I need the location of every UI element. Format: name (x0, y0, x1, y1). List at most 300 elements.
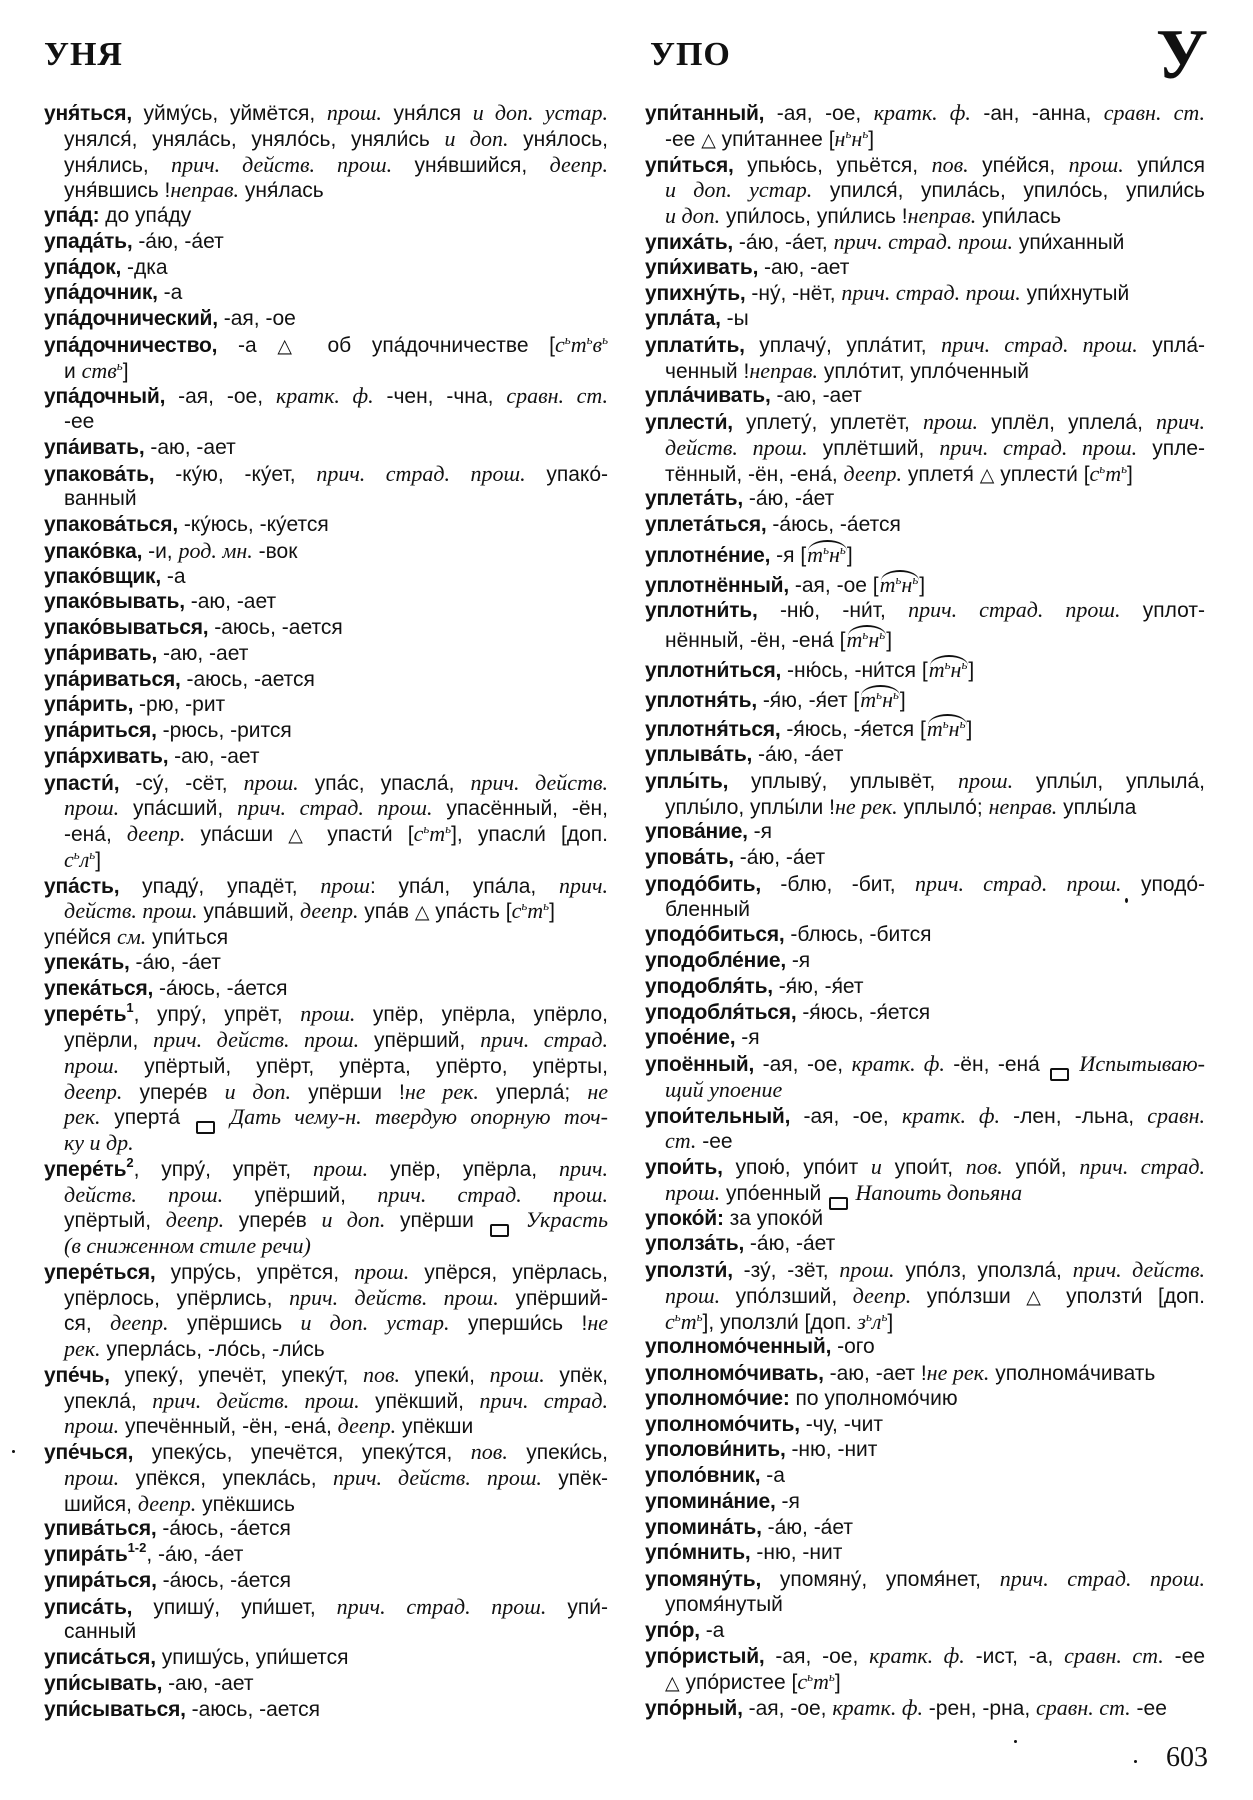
grammar-label: прош. (839, 1257, 895, 1282)
grammar-label: прич. действ. прош. (152, 1387, 360, 1413)
softness-mark: ь (423, 821, 430, 836)
entry-text: ] (549, 900, 555, 924)
entry-text: -аю, -ает (157, 641, 249, 665)
grammar-label: прич. страд. (1079, 1154, 1205, 1179)
entry-line (645, 742, 1205, 768)
entry-text: -аюсь, -ается (185, 1697, 321, 1721)
dictionary-entry (645, 1618, 1205, 1644)
entry-text: уплести́ [ (994, 462, 1090, 486)
entry-line (44, 873, 608, 899)
entry-text: упёр, упёрла, (368, 1157, 559, 1181)
entry-text: -ая, -ое, (764, 102, 874, 125)
dictionary-entry (44, 1697, 608, 1723)
grammar-label: прош. (326, 100, 382, 125)
entry-line (645, 229, 1205, 255)
grammar-label: прич. (559, 1155, 608, 1181)
headword: упека́ть, (44, 950, 130, 974)
dictionary-entry (44, 1001, 608, 1156)
entry-text: уня́лось, (508, 127, 609, 151)
entry-text: упёрлось, упёрлись, (64, 1286, 290, 1310)
entry-line (645, 255, 1205, 281)
headword: упо́рный, (645, 1696, 743, 1720)
transcription-letter: н (948, 716, 960, 742)
entry-continuation-line (44, 1491, 608, 1517)
entry-line (44, 1516, 608, 1542)
triangle-icon: △ (277, 334, 307, 357)
headword: уподобля́ть, (645, 974, 773, 998)
softness-mark: ь (862, 125, 869, 141)
page-number: 603 (1166, 1742, 1208, 1773)
entry-continuation-line (44, 1336, 608, 1362)
headword: упо́ристый, (645, 1645, 765, 1669)
entry-text: об упа́дочничестве [ (306, 333, 556, 357)
entry-text: -вок (252, 539, 298, 563)
entry-text: -аюсь, -ается (180, 667, 315, 691)
entry-continuation-line (44, 1130, 608, 1156)
softness-mark: ь (73, 846, 80, 862)
grammar-label: кратк. ф. (851, 1051, 945, 1076)
dictionary-entry (645, 1103, 1205, 1155)
headword: уплета́ться, (645, 513, 767, 536)
grammar-label: прич. страд. прош. (377, 1181, 608, 1207)
triangle-icon: △ (288, 824, 313, 846)
entry-line (645, 1334, 1205, 1360)
entry-text: уперла́сь, -ло́сь, -ли́сь (100, 1338, 325, 1361)
homonym-index: 1 (126, 1000, 134, 1016)
entry-text: -аю, -ает (770, 384, 862, 408)
grammar-label: рек. (64, 1336, 101, 1361)
softness-mark: ь (564, 331, 571, 347)
entry-text: шийся, (64, 1492, 138, 1516)
entry-text: упа́в (358, 900, 415, 924)
entry-line (645, 409, 1205, 435)
dictionary-entry (645, 1360, 1205, 1386)
softness-mark: ь (879, 627, 886, 642)
entry-text: -чен, -чна, (373, 385, 507, 409)
entry-line (645, 657, 1205, 683)
entry-text: ], уползли́ [доп. (702, 1310, 858, 1334)
entry-text: упа́вший, (197, 900, 301, 924)
transcription-letter: т (1105, 460, 1122, 486)
entry-line (645, 486, 1205, 512)
entry-text: -я́юсь, -я́ется [ (780, 718, 926, 742)
headword: упасти́, (44, 771, 120, 795)
entry-line (645, 922, 1205, 948)
entry-line (645, 1206, 1205, 1232)
headword: упира́ться, (44, 1568, 157, 1592)
entry-line (645, 1540, 1205, 1566)
entry-text: упёр, упёрла, упёрло, (355, 1003, 608, 1027)
grammar-label: неправ. (170, 177, 240, 203)
headword: упа́д: (44, 204, 100, 227)
entry-text: -ку́ю, -ку́ет, (154, 462, 317, 486)
entry-line (645, 332, 1205, 358)
entry-line (645, 572, 1205, 598)
entry-text: упёк- (541, 1466, 608, 1490)
entry-text: -я [ (770, 543, 807, 567)
entry-continuation-line (44, 795, 608, 821)
entry-line (44, 383, 608, 409)
entry-text: упле- (1137, 436, 1205, 460)
headword: уполза́ть, (645, 1232, 745, 1256)
entry-line (645, 597, 1205, 623)
dictionary-entry (44, 873, 608, 925)
dictionary-entry (645, 819, 1205, 845)
dictionary-entry (44, 203, 608, 229)
grammar-label: прич. страд. прош. (316, 460, 526, 486)
transcription-letter: з (857, 1308, 866, 1334)
entry-line (44, 538, 608, 564)
grammar-label: неправ. (907, 203, 977, 228)
headword: уня́ться, (44, 102, 132, 125)
entry-line (645, 948, 1205, 974)
dictionary-entry (44, 718, 608, 744)
entry-continuation-line (645, 897, 1205, 923)
entry-text: уплы́л, уплыла́, (1013, 769, 1205, 793)
transcription-arc (846, 627, 887, 654)
grammar-label: прич. действ. прош. (289, 1284, 499, 1310)
dictionary-entry (645, 768, 1205, 820)
dictionary-entry (44, 744, 608, 770)
dictionary-entry (645, 1206, 1205, 1232)
dictionary-entry (645, 1025, 1205, 1051)
entry-text: -рю, -рит (133, 693, 226, 717)
softness-mark: ь (881, 1308, 888, 1324)
entry-line (645, 512, 1205, 538)
entry-text: -ена́, (64, 823, 127, 846)
headword: упа́рить, (44, 693, 134, 717)
headword: уплотня́ться, (645, 718, 781, 742)
entry-text: санный (64, 1620, 137, 1644)
grammar-label: прич. (559, 872, 608, 898)
entry-text: упёрши (385, 1209, 489, 1233)
entry-line (645, 1412, 1205, 1438)
entry-line (645, 1618, 1205, 1644)
entry-continuation-line (44, 126, 608, 152)
entry-text: -ая, -ое, (165, 385, 276, 409)
entry-text: -я (735, 1026, 760, 1050)
headword: уписа́ть, (44, 1595, 133, 1619)
grammar-label: деепр. (110, 1310, 169, 1336)
entry-text: -а́юсь, -а́ется (156, 1568, 292, 1592)
dictionary-entry (44, 306, 608, 332)
entry-text: и (64, 359, 82, 383)
entry-line (44, 435, 608, 461)
entry-text: упи́лась (976, 205, 1062, 228)
entry-text: -ню́сь, -ни́тся [ (781, 658, 928, 682)
transcription-letter: т (926, 716, 943, 742)
entry-text: -ее (64, 410, 95, 433)
softness-mark: ь (521, 898, 528, 914)
entry-text: -а́ю, -а́ет (733, 846, 826, 869)
entry-text: упои́т, (881, 1156, 966, 1179)
grammar-label: не рек. (834, 793, 898, 819)
entry-text: -ая, -ое, (742, 1696, 833, 1720)
dictionary-entry (645, 1463, 1205, 1489)
dictionary-entry (645, 1566, 1205, 1618)
dictionary-entry (44, 1645, 608, 1671)
headword: уписа́ться, (44, 1646, 156, 1669)
transcription-letter: т (429, 821, 446, 846)
entry-text: -ого (831, 1335, 875, 1359)
grammar-label: прош. (312, 1155, 369, 1181)
headword: уполномо́чивать, (645, 1362, 824, 1385)
entry-line (645, 1695, 1205, 1721)
dictionary-entry (44, 461, 608, 513)
entry-text: : упа́л, упа́ла, (369, 874, 559, 898)
dictionary-entry (645, 1515, 1205, 1541)
grammar-label: прич. страд. прош. (939, 434, 1138, 460)
softness-mark: ь (543, 898, 550, 914)
entry-text: -ая, -ое, (764, 1645, 870, 1669)
grammar-label: прич. страд. прош. (833, 228, 1013, 254)
entry-text: -а́юсь, -а́ется (766, 513, 901, 536)
entry-continuation-line (44, 1053, 608, 1079)
headword: упа́дочничество, (44, 333, 218, 357)
headword: упере́ть (44, 1157, 127, 1181)
grammar-label: рек. (64, 1104, 101, 1130)
grammar-label: кратк. ф. (832, 1694, 923, 1720)
transcription-letter: т (680, 1308, 697, 1334)
entry-line (645, 280, 1205, 306)
grammar-label: прич. страд. прош. (237, 795, 433, 821)
scan-speck (1125, 898, 1128, 903)
entry-line (44, 255, 608, 281)
entry-line (44, 589, 608, 615)
entry-text: -рен, -рна, (922, 1696, 1037, 1720)
entry-text: -зу́, -зёт, (732, 1259, 840, 1282)
grammar-label: ст. (665, 1128, 697, 1154)
grammar-label: (в сниженном стиле речи) (64, 1233, 311, 1258)
softness-mark: ь (828, 1669, 835, 1684)
dictionary-entry (645, 657, 1205, 683)
entry-text: упёрший- (498, 1286, 608, 1310)
grammar-label: см. (117, 924, 147, 949)
dictionary-entry (44, 1671, 608, 1697)
headword: упека́ться, (44, 976, 154, 1000)
entry-continuation-line (645, 435, 1205, 461)
entry-continuation-line (645, 1128, 1205, 1154)
triangle-icon: △ (1026, 1285, 1051, 1308)
entry-line (44, 564, 608, 590)
exclamation-icon: ! (743, 359, 750, 383)
headword: упира́ть (44, 1543, 128, 1566)
entry-line (645, 1025, 1205, 1051)
headword: упако́вщик, (44, 564, 161, 588)
dictionary-entry (44, 1594, 608, 1646)
headword: упа́сть, (44, 874, 120, 898)
entry-text: унялся́, уняла́сь, уняло́сь, уняли́сь (64, 127, 445, 151)
grammar-label: ку и др. (64, 1130, 134, 1155)
entry-text: , упру́, упрёт, (133, 1003, 301, 1027)
entry-text: -ку́юсь, -ку́ется (177, 513, 329, 536)
entry-text: ] (122, 359, 129, 383)
transcription-letter: т (807, 541, 824, 567)
entry-continuation-line (645, 203, 1205, 229)
entry-continuation-line (44, 821, 608, 847)
grammar-label: род. мн. (178, 537, 253, 563)
entry-text: ся, (64, 1312, 111, 1336)
transcription-letter: л (871, 1308, 882, 1334)
entry-line (645, 152, 1205, 178)
transcription-letter: н (834, 125, 846, 151)
entry-line (645, 768, 1205, 794)
entry-text: упере́в (224, 1209, 322, 1233)
entry-text: уполнома́чивать (989, 1362, 1156, 1385)
entry-continuation-line (645, 177, 1205, 203)
entry-text: упёрший, (359, 1029, 481, 1052)
entry-text: за упоко́й (723, 1206, 824, 1230)
entry-text: уня́лась (239, 179, 324, 203)
entry-text: -а (760, 1464, 785, 1487)
section-letter: У (1155, 16, 1208, 94)
entry-line (44, 1568, 608, 1594)
exclamation-icon: ! (829, 795, 835, 819)
entry-text: -а́юсь, -а́ется (153, 976, 288, 1000)
softness-mark: ь (961, 656, 968, 672)
grammar-label: деепр. (165, 1207, 225, 1233)
grammar-label: деепр. (843, 460, 902, 486)
transcription-letter: т (860, 686, 877, 712)
triangle-icon: △ (665, 1672, 680, 1694)
entry-line (44, 924, 608, 950)
dictionary-entry (645, 1257, 1205, 1334)
softness-mark: ь (1099, 460, 1106, 476)
entry-text: ] (834, 1671, 841, 1694)
exclamation-icon: ! (164, 179, 171, 203)
transcription-letter: с (511, 898, 522, 924)
dictionary-entry (645, 1386, 1205, 1412)
dictionary-entry (44, 332, 608, 384)
entry-text: -а́ю, -а́ет (129, 950, 221, 974)
dictionary-entry (44, 589, 608, 615)
running-head-left: УНЯ (44, 36, 123, 73)
grammar-label: прош. (958, 767, 1014, 793)
entry-line (44, 229, 608, 255)
entry-continuation-line (44, 152, 608, 178)
entry-continuation-line (44, 1233, 608, 1259)
scan-speck (12, 1450, 15, 1453)
entry-line (645, 1154, 1205, 1180)
headword: упере́ться, (44, 1260, 156, 1284)
entry-text: упи́таннее [ (715, 127, 835, 151)
transcription-letter: ств (81, 357, 117, 383)
headword: уполови́нить, (645, 1438, 786, 1462)
dictionary-entry (44, 229, 608, 255)
headword: упи́сываться, (44, 1697, 186, 1721)
headword: упо́р, (645, 1618, 700, 1642)
grammar-label: действ. прош. (64, 898, 198, 924)
dictionary-entry (44, 538, 608, 564)
dictionary-entry (44, 383, 608, 435)
entry-text: упаду́, упадёт, (119, 874, 321, 898)
entry-line (645, 383, 1205, 409)
entry-line (44, 1594, 608, 1620)
grammar-label: сравн. ст. (1036, 1694, 1131, 1720)
headword: упомина́ть, (645, 1515, 762, 1539)
transcription-letter: с (64, 846, 74, 872)
entry-continuation-line (44, 847, 608, 873)
dictionary-entry (645, 255, 1205, 281)
headword: упои́тельный, (645, 1104, 791, 1128)
entry-text: -ее (696, 1130, 733, 1154)
entry-continuation-line (645, 1077, 1205, 1103)
entry-text: упа́с, упасла́, (298, 771, 471, 795)
grammar-label: прич. действ. (470, 769, 608, 795)
headword: упа́дочнический, (44, 307, 218, 330)
entry-line (645, 1103, 1205, 1129)
headword: упакова́ть, (44, 462, 155, 486)
entry-text: упёкшись (196, 1492, 295, 1516)
entry-text: -я́ю, -я́ет [ (756, 688, 860, 712)
grammar-label: и доп. (444, 125, 509, 151)
headword: уплета́ть, (645, 487, 744, 511)
headword: уподо́биться, (645, 923, 785, 947)
entry-text: уперта́ (100, 1106, 194, 1130)
entry-text: упла́- (1137, 333, 1205, 357)
entry-text: упере́в (122, 1080, 225, 1104)
entry-text: упо́лзши (911, 1284, 1027, 1308)
grammar-label: не (587, 1078, 609, 1104)
entry-text: упасти́ [ (312, 823, 414, 846)
entry-text: упёртый, упёрт, упёрта, упёрто, упёрты, (119, 1054, 608, 1078)
entry-text: -я (747, 820, 773, 844)
grammar-label: прич. действ. прош. (332, 1464, 542, 1490)
transcription-letter: т (879, 571, 896, 597)
softness-mark: ь (865, 1308, 872, 1324)
softness-mark: ь (602, 331, 608, 347)
entry-text: -а́ю, -а́ет (761, 1515, 853, 1539)
triangle-icon: △ (979, 463, 995, 486)
entry-text: упёрли, (64, 1029, 154, 1052)
grammar-label: прич. страд. (480, 1027, 609, 1052)
dictionary-entry (44, 770, 608, 873)
entry-text: -а (217, 333, 278, 357)
grammar-label: и доп. устар. (300, 1310, 450, 1336)
dictionary-entry (44, 1156, 608, 1259)
entry-continuation-line (44, 898, 608, 924)
dictionary-entry (645, 742, 1205, 768)
entry-text: уперши́сь (449, 1312, 582, 1336)
entry-continuation-line (645, 1309, 1205, 1335)
dictionary-entry (44, 924, 608, 950)
grammar-label: деепр. (137, 1490, 197, 1516)
grammar-label: прош (320, 872, 370, 898)
transcription-letter: н (901, 571, 913, 597)
entry-text: -а (161, 564, 186, 588)
headword: упере́ть (44, 1003, 127, 1027)
entry-text: упёкши (396, 1415, 474, 1439)
entry-text: упечённый, -ён, -ена́, (119, 1415, 338, 1439)
entry-continuation-line (44, 486, 608, 512)
entry-text: ], упасли́ [доп. (451, 823, 608, 846)
grammar-label: пов. (470, 1439, 508, 1464)
entry-text: упло́тит, упло́ченный (818, 359, 1029, 383)
entry-text: упёрший, (223, 1183, 378, 1207)
entry-text: упо́ристее [ (679, 1671, 798, 1694)
grammar-label: кратк. ф. (901, 1102, 1000, 1128)
grammar-label: и доп. (224, 1078, 292, 1104)
entry-line (44, 667, 608, 693)
entry-text: упо́енный (720, 1181, 828, 1205)
entry-text: упёрся, упёрлась, (409, 1260, 608, 1284)
entry-text: упомя́нутый (665, 1592, 783, 1616)
headword: упоко́й: (645, 1206, 724, 1230)
entry-text: по уполномо́чию (789, 1386, 958, 1410)
transcription-letter: т (928, 656, 945, 682)
entry-line (44, 692, 608, 718)
dictionary-entry (645, 871, 1205, 923)
